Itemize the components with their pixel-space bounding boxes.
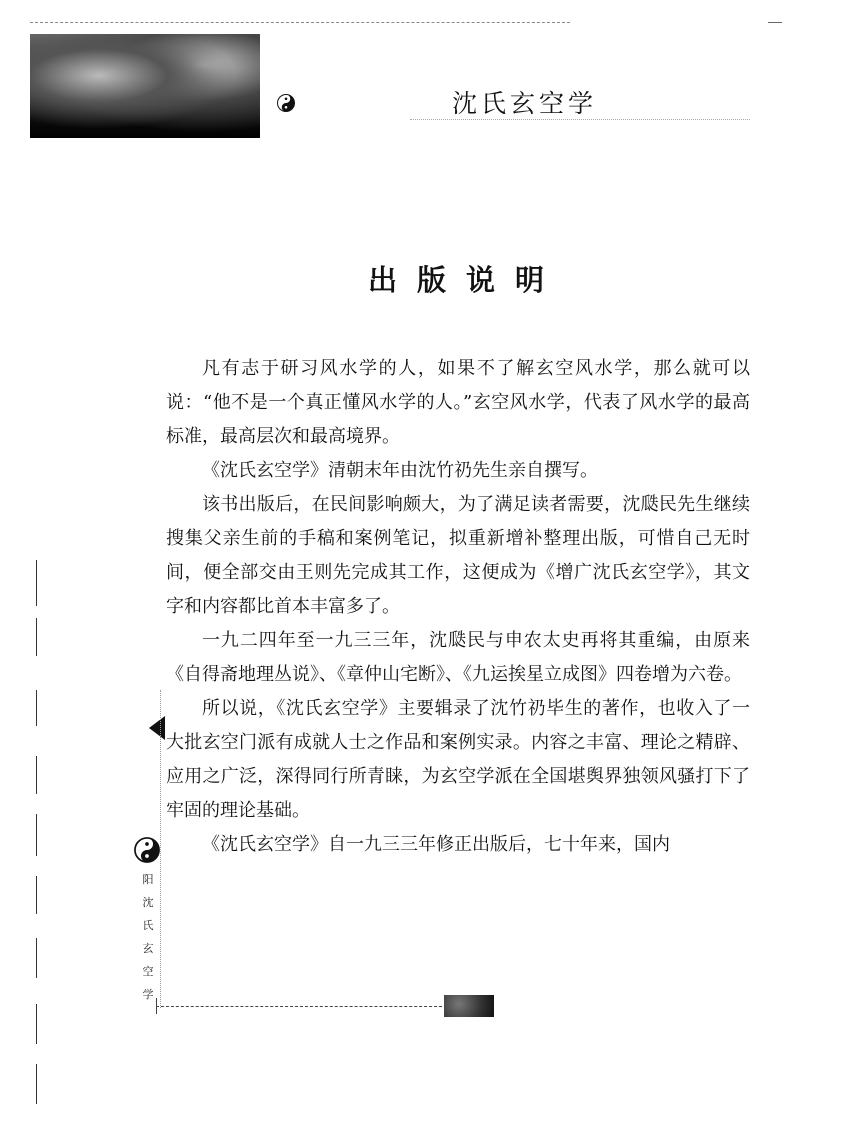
left-margin-bar (36, 814, 37, 856)
left-margin-bar (36, 618, 37, 656)
paragraph: 所以说，《沈氏玄空学》主要辑录了沈竹礽毕生的著作，也收入了一大批玄空门派有成就人士之作品和案例实录。内容之丰富、理论之精辟、应用之广泛，深得同行所青睐，为玄空学派在全国堪舆界独领风骚打下了牢固的理论基础。 (166, 698, 750, 821)
yinyang-icon (274, 94, 298, 112)
left-margin-bar (36, 690, 37, 726)
body-text (166, 352, 750, 862)
left-margin-bar (36, 876, 37, 914)
header-landscape-image (30, 34, 260, 138)
side-title-char: 空 (142, 965, 154, 978)
page-title: 出版说明 (368, 263, 565, 297)
side-vertical-title (140, 868, 156, 1006)
left-margin-bar (36, 938, 37, 978)
side-title-char: 氏 (142, 919, 154, 932)
left-margin-bar (36, 756, 37, 794)
paragraph: 《沈氏玄空学》清朝末年由沈竹礽先生亲自撰写。 (202, 460, 598, 481)
left-arrow-icon (149, 716, 165, 740)
side-title-char: 学 (142, 988, 154, 1001)
side-title-char: 阳 (142, 873, 154, 886)
paragraph: 《沈氏玄空学》自一九三三年修正出版后，七十年来，国内 (202, 834, 670, 855)
corner-mark (768, 22, 782, 23)
paragraph: 一九二四年至一九三三年，沈瓞民与申农太史再将其重编，由原来《自得斋地理丛说》、《章仲山宅断》、《九运挨星立成图》四卷增为六卷。 (166, 630, 750, 685)
top-rule (30, 22, 570, 23)
left-margin-bar (36, 560, 37, 606)
page-number-box (444, 995, 494, 1017)
side-title-char: 玄 (142, 942, 154, 955)
left-margin-bar (36, 1064, 37, 1104)
yinyang-icon (130, 836, 164, 864)
paragraph: 凡有志于研习风水学的人，如果不了解玄空风水学，那么就可以说：“他不是一个真正懂风水学的人。”玄空风水学，代表了风水学的最高标准，最高层次和最高境界。 (166, 358, 750, 447)
left-margin-bar (36, 1004, 37, 1044)
paragraph: 该书出版后，在民间影响颇大，为了满足读者需要，沈瓞民先生继续搜集父亲生前的手稿和案例笔记，拟重新增补整理出版，可惜自己无时间，便全部交由王则先完成其工作，这便成为《增广沈氏玄空学》，其文字和内容都比首本丰富多了。 (166, 494, 750, 617)
footer-rule (156, 1006, 442, 1007)
header-rule (410, 119, 750, 120)
header-book-title: 沈氏玄空学 (452, 89, 598, 118)
side-title-char: 沈 (142, 896, 154, 909)
